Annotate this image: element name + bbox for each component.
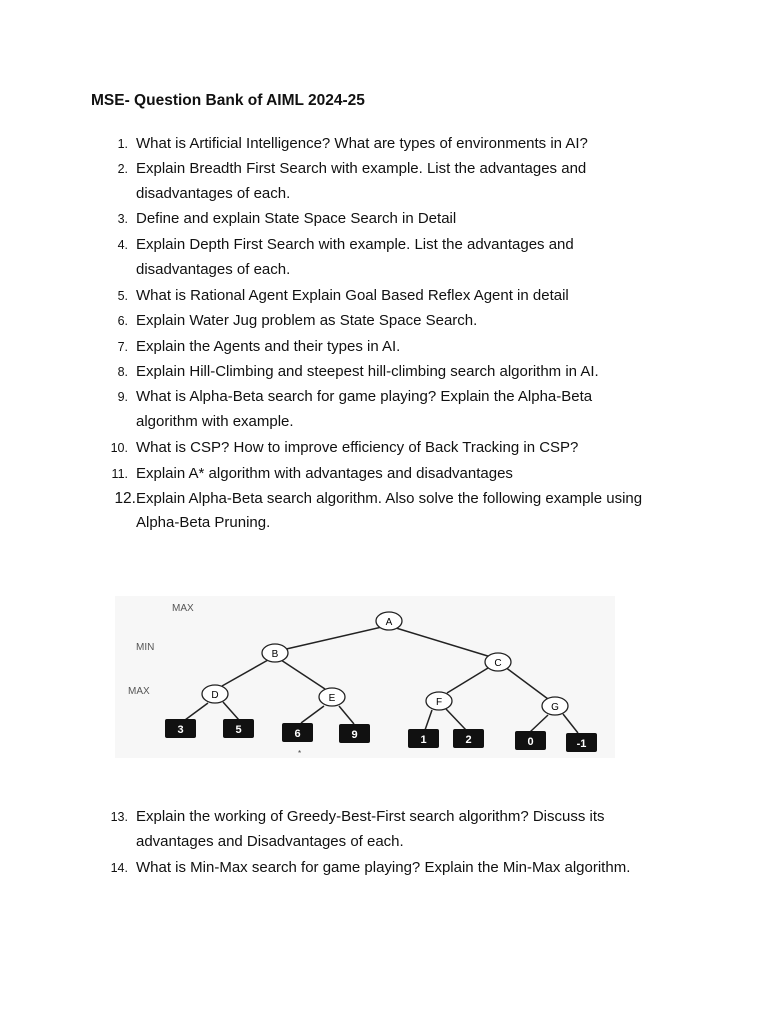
svg-text:5: 5 (235, 724, 242, 736)
tree-edges (185, 627, 578, 733)
question-number: 4. (117, 238, 128, 252)
question-line: What is CSP? How to improve efficiency of Back Tracking in CSP? (136, 439, 579, 456)
question-text (136, 384, 696, 434)
question-line: Define and explain State Space Search in Detail (136, 210, 457, 227)
tree-nodes (202, 612, 568, 715)
question-line: What is Artificial Intelligence? What are types of environments in AI? (136, 135, 588, 152)
edge-d-leaf2 (223, 702, 239, 720)
question-number: 14. (110, 861, 128, 875)
svg-text:-1: -1 (576, 738, 587, 750)
edge-c-f (447, 668, 488, 693)
svg-text:C: C (494, 658, 502, 669)
question-text (136, 359, 696, 384)
leaf-node (515, 731, 546, 750)
svg-text:A: A (385, 617, 393, 628)
question-text (136, 486, 696, 535)
game-tree-figure (115, 596, 615, 758)
question-line: Alpha-Beta Pruning. (136, 514, 271, 531)
svg-text:0: 0 (527, 736, 534, 748)
question-number: 7. (117, 340, 128, 354)
leaf-node (223, 719, 254, 738)
edge-e-leaf2 (339, 706, 354, 724)
question-number: 2. (117, 162, 128, 176)
question-line: What is Min-Max search for game playing? Explain the Min-Max algorithm. (136, 859, 631, 876)
question-number: 13. (110, 810, 128, 824)
edge-b-d (222, 660, 268, 686)
question-line: disadvantages of each. (136, 261, 291, 278)
question-number: 1. (117, 137, 128, 151)
question-number: 10. (110, 441, 128, 455)
question-number: 12. (114, 490, 136, 507)
question-line: Explain A* algorithm with advantages and disadvantages (136, 465, 513, 482)
svg-text:G: G (551, 702, 559, 713)
node-f (426, 692, 452, 710)
question-line: What is Rational Agent Explain Goal Based Reflex Agent in detail (136, 287, 569, 304)
question-text (136, 232, 696, 282)
question-line: disadvantages of each. (136, 185, 291, 202)
edge-f-leaf1 (425, 710, 432, 730)
question-text (136, 308, 696, 333)
question-text (136, 461, 696, 486)
node-e (319, 688, 345, 706)
question-text (136, 435, 696, 460)
question-text (136, 206, 696, 231)
question-line: advantages and Disadvantages of each. (136, 833, 404, 850)
question-text (136, 131, 696, 156)
question-line: What is Alpha-Beta search for game playing? Explain the Alpha-Beta (136, 388, 593, 405)
edge-b-e (281, 660, 325, 689)
question-number: 11. (111, 467, 128, 481)
question-number: 8. (117, 365, 128, 379)
edge-g-leaf1 (530, 715, 548, 732)
edge-a-c (396, 628, 491, 657)
page-title: MSE- Question Bank of AIML 2024-25 (91, 92, 365, 109)
question-line: Explain Depth First Search with example. List the advantages and (136, 236, 574, 253)
level-label-max: MAX (172, 603, 194, 614)
edge-g-leaf2 (563, 714, 578, 733)
edge-f-leaf2 (446, 709, 466, 730)
svg-text:3: 3 (177, 724, 184, 736)
edge-c-g (505, 667, 548, 699)
svg-text:D: D (211, 690, 219, 701)
node-d (202, 685, 228, 703)
question-number: 5. (117, 289, 128, 303)
node-a (376, 612, 402, 630)
tree-leaves (165, 719, 597, 752)
leaf-node (408, 729, 439, 748)
scan-mark: * (298, 749, 302, 758)
leaf-node (453, 729, 484, 748)
question-line: Explain Alpha-Beta search algorithm. Also solve the following example using (136, 490, 643, 507)
question-text (136, 283, 696, 308)
question-text (136, 804, 696, 854)
question-line: Explain the Agents and their types in AI. (136, 338, 401, 355)
leaf-node (339, 724, 370, 743)
game-tree-diagram (115, 596, 615, 758)
question-line: Explain Breadth First Search with example. List the advantages and (136, 160, 587, 177)
node-c (485, 653, 511, 671)
edge-a-b (282, 627, 382, 650)
level-label-max: MAX (128, 686, 150, 697)
question-line: Explain Hill-Climbing and steepest hill-climbing search algorithm in AI. (136, 363, 599, 380)
question-text (136, 156, 696, 206)
question-line: Explain the working of Greedy-Best-First search algorithm? Discuss its (136, 808, 605, 825)
leaf-node (566, 733, 597, 752)
svg-text:2: 2 (465, 734, 472, 746)
leaf-node (165, 719, 196, 738)
svg-text:6: 6 (294, 728, 301, 740)
edge-d-leaf1 (185, 703, 208, 720)
question-number: 9. (117, 390, 128, 404)
node-b (262, 644, 288, 662)
question-text (136, 855, 696, 880)
question-number: 6. (117, 314, 128, 328)
svg-text:1: 1 (420, 734, 427, 746)
svg-text:E: E (328, 693, 336, 704)
question-line: Explain Water Jug problem as State Space Search. (136, 312, 478, 329)
svg-text:9: 9 (351, 729, 358, 741)
edge-e-leaf1 (301, 706, 324, 723)
question-line: algorithm with example. (136, 413, 294, 430)
svg-text:B: B (271, 649, 279, 660)
question-text (136, 334, 696, 359)
svg-text:F: F (435, 697, 443, 708)
level-label-min: MIN (136, 642, 155, 653)
leaf-node (282, 723, 313, 742)
question-number: 3. (117, 212, 128, 226)
node-g (542, 697, 568, 715)
